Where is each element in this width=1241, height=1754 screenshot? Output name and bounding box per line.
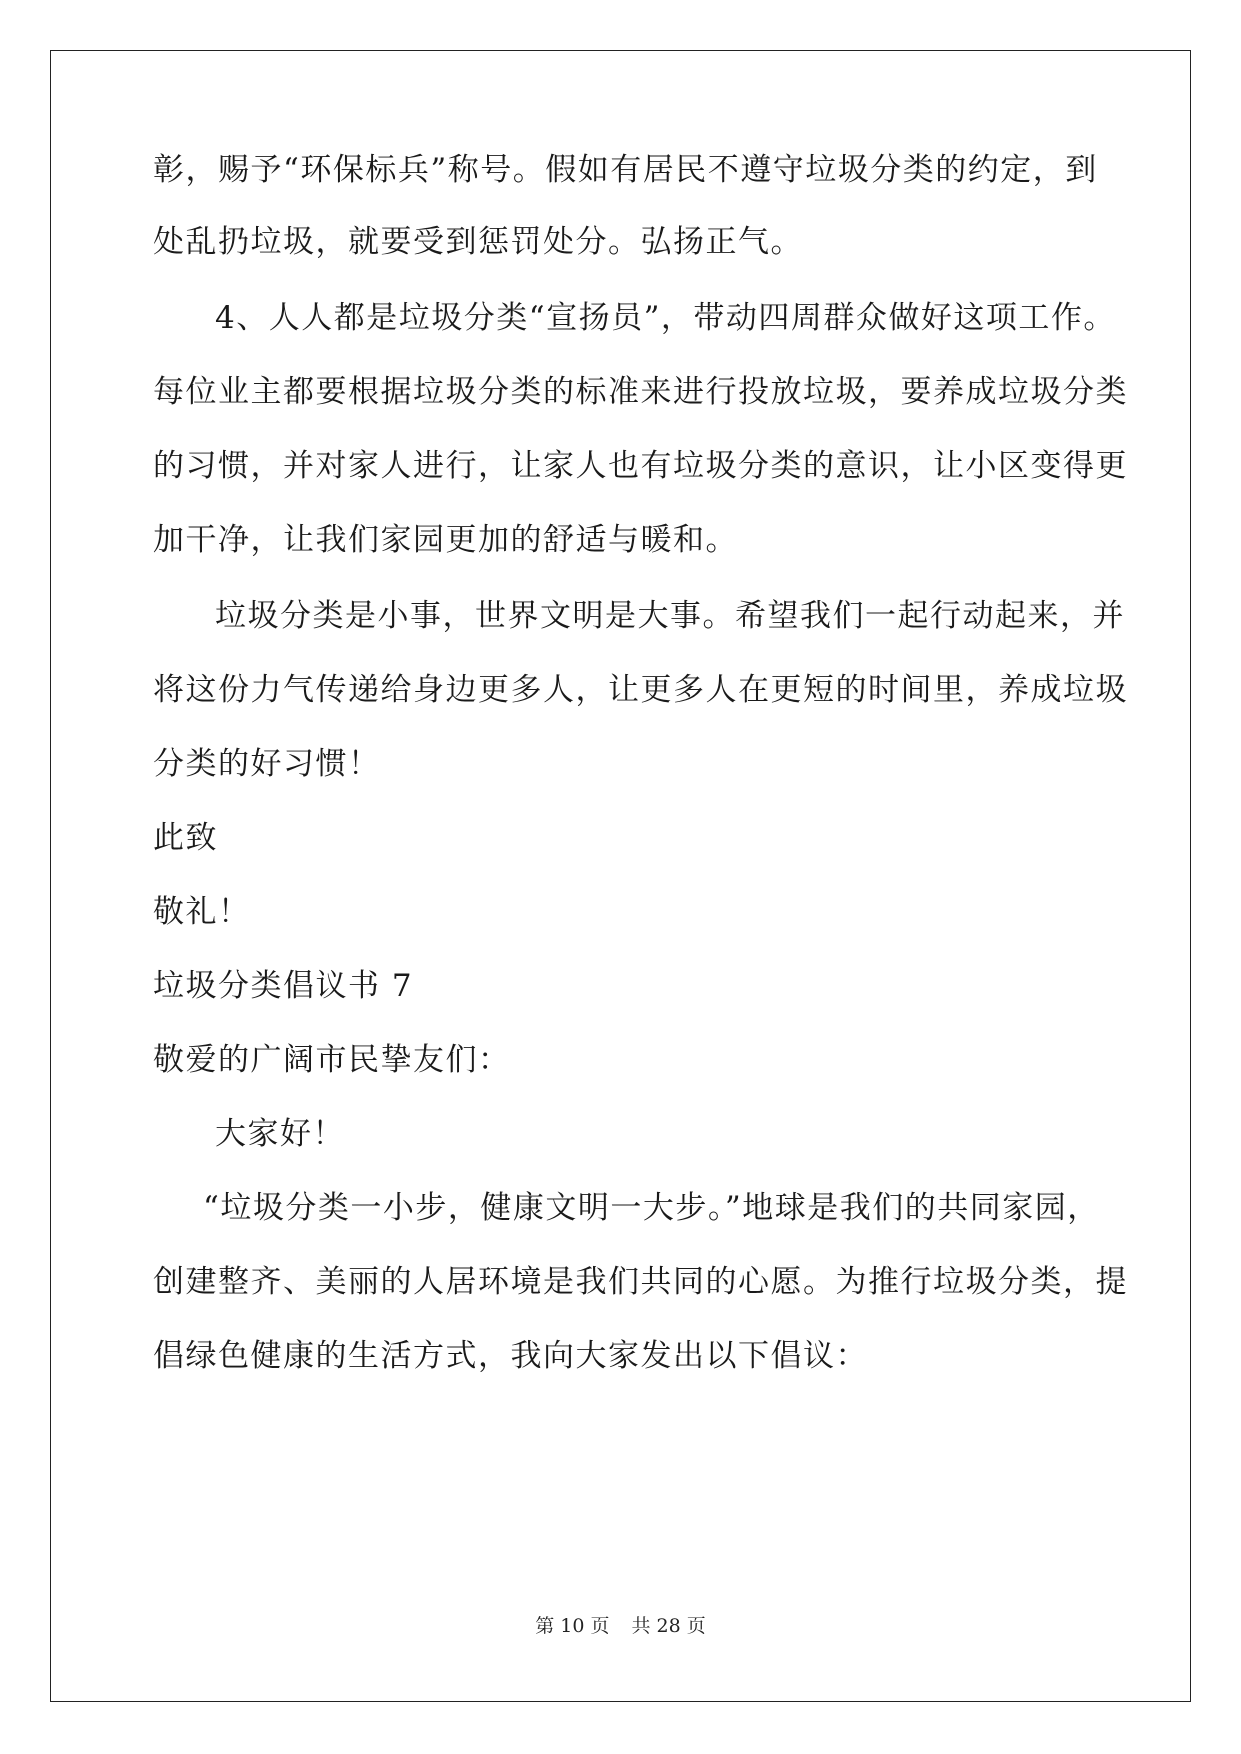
paragraph-line: “垃圾分类一小步，健康文明一大步。”地球是我们的共同家园， — [203, 1190, 1100, 1226]
greeting-hello: 大家好！ — [215, 1116, 345, 1152]
total-pages: 共 28 页 — [631, 1615, 706, 1637]
greeting-line: 敬爱的广阔市民挚友们： — [153, 1042, 511, 1078]
paragraph-line: 加干净，让我们家园更加的舒适与暖和。 — [153, 522, 738, 558]
paragraph-line: 将这份力气传递给身边更多人，让更多人在更短的时间里，养成垃圾 — [153, 672, 1128, 708]
page-number: 第 10 页 — [535, 1615, 610, 1637]
page-footer — [0, 1614, 1241, 1638]
paragraph-line: 处乱扔垃圾，就要受到惩罚处分。弘扬正气。 — [153, 224, 803, 260]
section-title: 垃圾分类倡议书 7 — [153, 968, 414, 1004]
paragraph-line: 彰，赐予“环保标兵”称号。假如有居民不遵守垃圾分类的约定，到 — [153, 152, 1098, 188]
paragraph-line: 4、人人都是垃圾分类“宣扬员”，带动四周群众做好这项工作。 — [215, 300, 1116, 336]
paragraph-line: 垃圾分类是小事，世界文明是大事。希望我们一起行动起来，并 — [215, 598, 1125, 634]
paragraph-line: 分类的好习惯！ — [153, 746, 381, 782]
paragraph-line: 每位业主都要根据垃圾分类的标准来进行投放垃圾，要养成垃圾分类 — [153, 374, 1128, 410]
paragraph-line: 倡绿色健康的生活方式，我向大家发出以下倡议： — [153, 1338, 868, 1374]
paragraph-line: 创建整齐、美丽的人居环境是我们共同的心愿。为推行垃圾分类，提 — [153, 1264, 1128, 1300]
closing-regards: 敬礼！ — [153, 894, 251, 930]
closing-salutation: 此致 — [153, 820, 218, 856]
paragraph-line: 的习惯，并对家人进行，让家人也有垃圾分类的意识，让小区变得更 — [153, 448, 1128, 484]
